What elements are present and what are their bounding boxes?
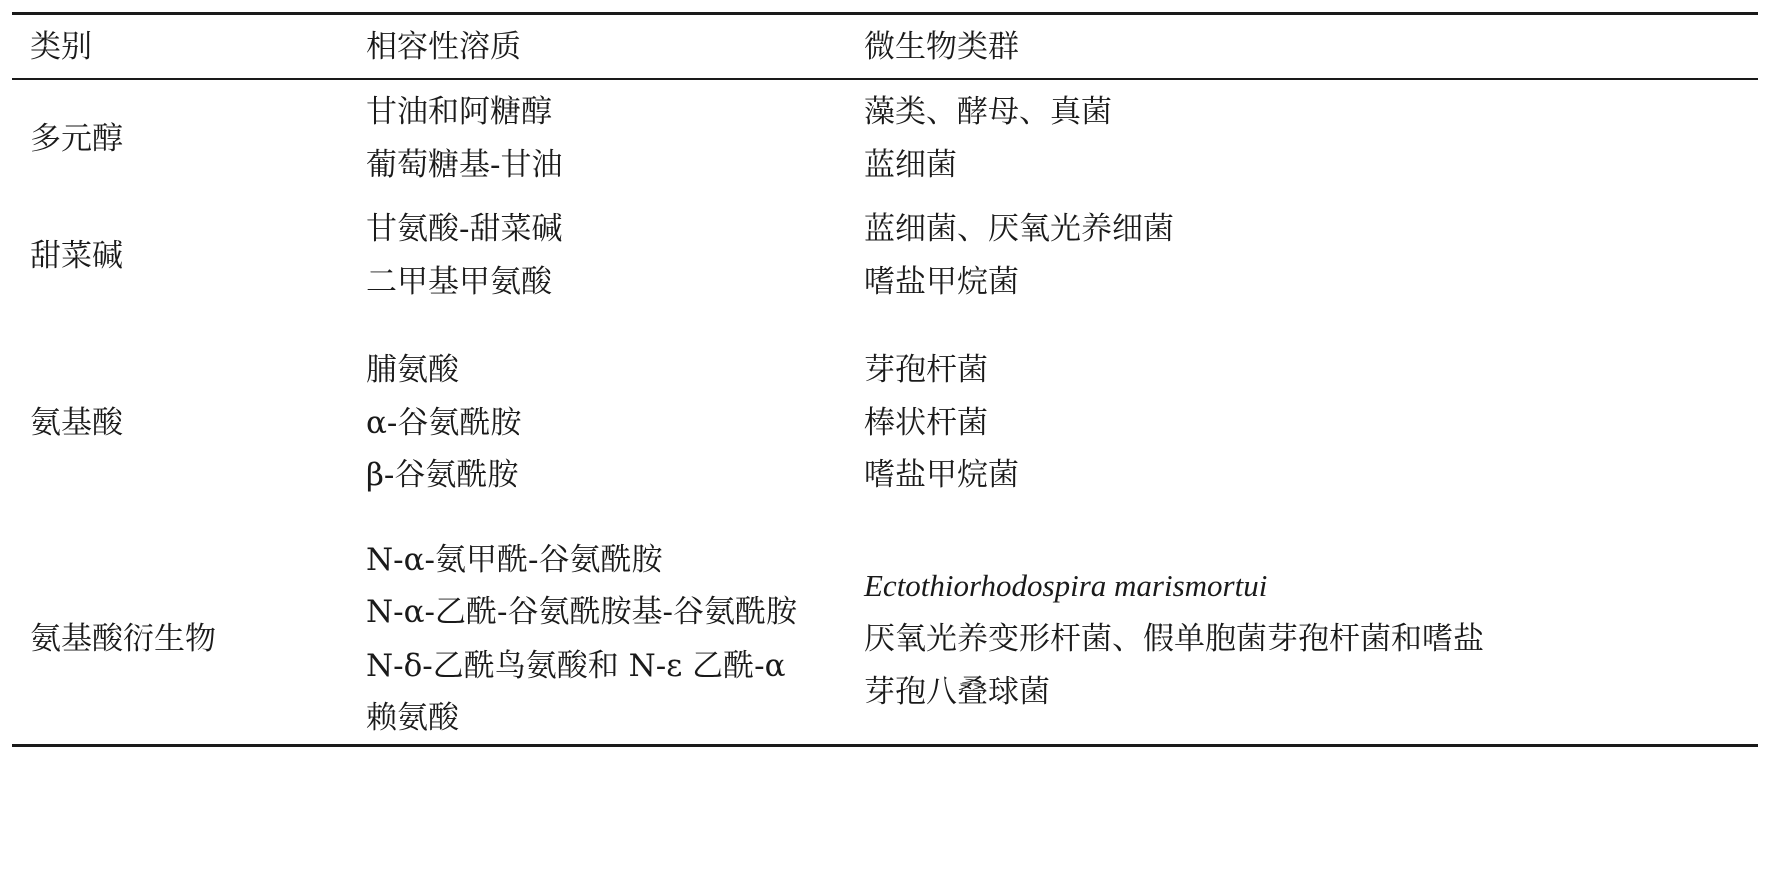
solute-line: N-α-乙酰-谷氨酰胺基-谷氨酰胺 [366, 594, 797, 630]
header-microbes: 微生物类群 [864, 29, 1019, 65]
microbe-line: 蓝细菌 [864, 147, 957, 183]
microbe-line: 嗜盐甲烷菌 [864, 457, 1019, 493]
solute-line: N-α-氨甲酰-谷氨酰胺 [366, 542, 663, 578]
solute-line: 脯氨酸 [366, 352, 459, 388]
solute-line: 葡萄糖基-甘油 [366, 147, 563, 183]
microbe-line: 棒状杆菌 [864, 405, 988, 441]
row-category: 多元醇 [30, 121, 123, 157]
table-header-rule [12, 78, 1758, 80]
row-category: 氨基酸衍生物 [30, 621, 216, 657]
solute-line: 赖氨酸 [366, 700, 459, 736]
header-category: 类别 [30, 29, 92, 65]
solute-line: 甘油和阿糖醇 [366, 94, 552, 130]
header-solute: 相容性溶质 [366, 29, 521, 65]
row-category: 甜菜碱 [30, 238, 123, 274]
solute-line: β-谷氨酰胺 [366, 457, 519, 493]
row-category: 氨基酸 [30, 405, 123, 441]
microbe-line: 厌氧光养变形杆菌、假单胞菌芽孢杆菌和嗜盐 [864, 621, 1484, 657]
table-top-rule [12, 12, 1758, 15]
table-bottom-rule [12, 744, 1758, 747]
solute-line: N-δ-乙酰鸟氨酸和 N-ε 乙酰-α [366, 648, 786, 684]
solute-line: 甘氨酸-甜菜碱 [366, 211, 563, 247]
solute-line: 二甲基甲氨酸 [366, 264, 552, 300]
microbe-line: 藻类、酵母、真菌 [864, 94, 1112, 130]
microbe-line: 嗜盐甲烷菌 [864, 264, 1019, 300]
microbe-line: Ectothiorhodospira marismortui [864, 568, 1268, 603]
solute-line: α-谷氨酰胺 [366, 405, 522, 441]
microbe-line: 芽孢八叠球菌 [864, 674, 1050, 710]
microbe-line: 芽孢杆菌 [864, 352, 988, 388]
microbe-line: 蓝细菌、厌氧光养细菌 [864, 211, 1174, 247]
